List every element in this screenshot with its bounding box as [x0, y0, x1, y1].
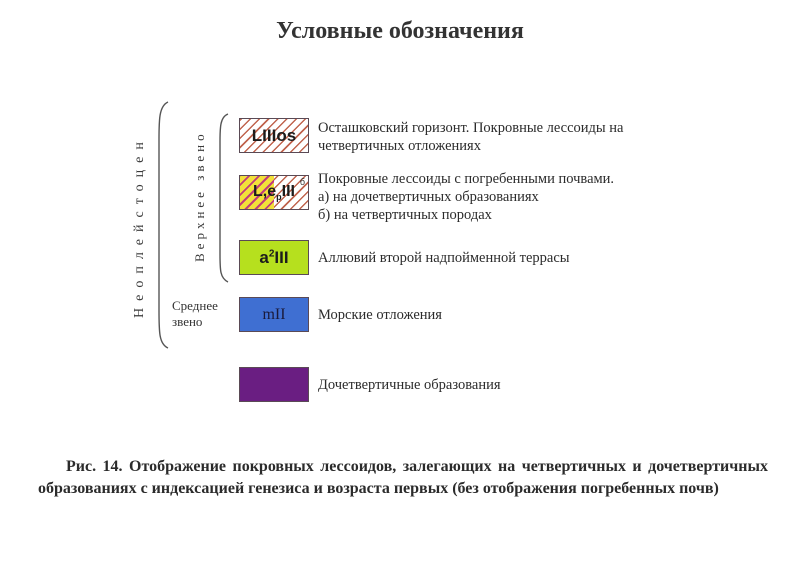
epoch-label: Неоплейстоцен: [132, 135, 147, 319]
upper-link-bracket: [216, 112, 230, 284]
desc-line: четвертичных отложениях: [318, 138, 481, 154]
swatch-marker: б: [299, 177, 305, 187]
desc-line: б) на четвертичных породах: [318, 207, 492, 223]
legend-index: $L,e_pIII$: [253, 182, 295, 203]
legend-description-alluvium: [318, 249, 570, 267]
desc-line: Морские отложения: [318, 307, 442, 323]
legend-index: $a^2III$: [259, 247, 289, 267]
legend-description-ostashkov: [318, 119, 624, 155]
legend-swatch-alluvium: [239, 240, 309, 275]
middle-link-label: Среднее звено: [172, 298, 218, 329]
desc-line: Покровные лессоиды с погребенными почвами.: [318, 171, 615, 187]
legend-index: mII: [262, 305, 286, 323]
epoch-bracket: [156, 100, 170, 350]
desc-line: Дочетвертичные образования: [318, 377, 501, 393]
legend-swatch-ostashkov: [239, 118, 309, 153]
legend-index: LIIIos: [251, 125, 297, 145]
legend-swatch-prequaternary: [239, 367, 309, 402]
upper-link-label: Верхнее звено: [192, 130, 207, 262]
desc-line: а) на дочетвертичных образованиях: [318, 189, 539, 205]
desc-line: Аллювий второй надпойменной террасы: [318, 250, 570, 266]
legend-description-marine: [318, 306, 442, 324]
legend-description-loess-buried-soils: [318, 170, 614, 224]
legend-title: Условные обозначения: [276, 18, 524, 44]
legend-description-prequaternary: [318, 376, 501, 394]
legend-swatch-marine: [239, 297, 309, 332]
figure-caption: Рис. 14. Отображение покровных лессоидов, залегающих на четвертичных и дочетвертичных образованиях с индексацией генезиса и возраста первых (без отображения погребенных почв): [38, 458, 768, 497]
desc-line: Осташковский горизонт. Покровные лессоиды на: [318, 120, 624, 136]
legend-swatch-loess-buried-soils: [239, 175, 309, 210]
